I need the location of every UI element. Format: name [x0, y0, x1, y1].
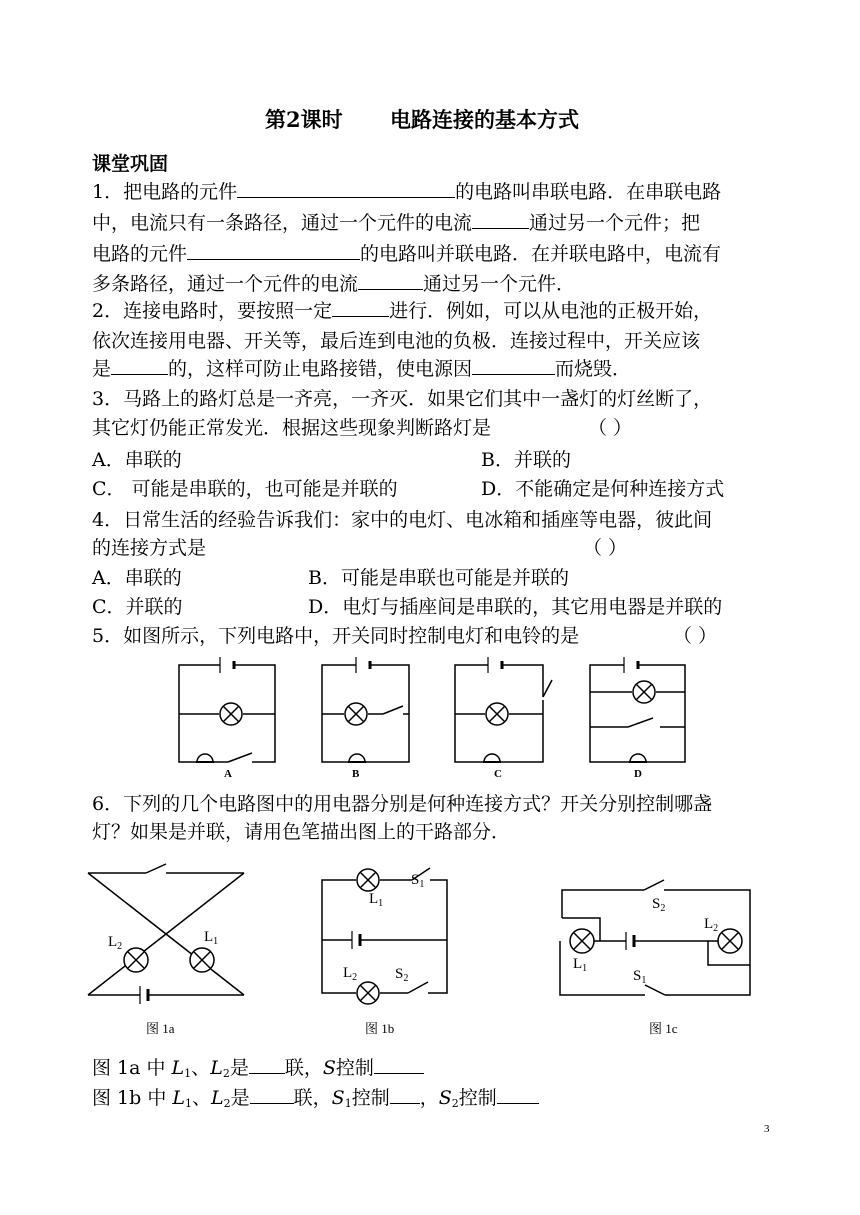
subscript: 2 [223, 1097, 231, 1110]
fig1b-s1: $S_1$ [411, 872, 425, 890]
q2-text: 进行．例如，可以从电池的正极开始， [389, 300, 713, 322]
q3-option-b[interactable]: B．并联的 [481, 449, 571, 471]
q2-text: 的，这样可防止电路接错，使电源因 [168, 358, 473, 380]
fill-blank-1b-s1[interactable] [390, 1085, 420, 1104]
q3-option-c[interactable]: C． 可能是串联的，也可能是并联的 [92, 478, 398, 500]
circuit-label-c: C [494, 768, 502, 780]
caption-fig-1a: 图 1a [146, 1021, 175, 1036]
q1-text: 通过另一个元件；把 [529, 212, 701, 234]
fill-blank-1a-type[interactable] [249, 1055, 285, 1074]
q1-text: 多条路径，通过一个元件的电流 [92, 273, 359, 295]
fill-blank-1b-s2[interactable] [497, 1085, 539, 1104]
subscript: 1 [344, 1097, 352, 1110]
fill-text: 联， [293, 1087, 332, 1109]
fig1c-s1: $S_1$ [633, 968, 647, 986]
q3-line1: 3．马路上的路灯总是一齐亮，一齐灭．如果它们其中一盏灯的灯丝断了， [92, 388, 713, 410]
fig1a-l2: $L_2$ [108, 934, 123, 952]
fill-line-1b [92, 1084, 539, 1112]
q4-line1: 4．日常生活的经验告诉我们：家中的电灯、电冰箱和插座等电器，彼此间 [92, 509, 713, 531]
symbol-l: L [210, 1057, 223, 1079]
figure-1b[interactable] [322, 868, 447, 1004]
q3-answer-paren[interactable]: （ ） [588, 417, 633, 439]
subscript: 1 [185, 1097, 192, 1110]
q4-option-d[interactable]: D．电灯与插座间是串联的，其它用电器是并联的 [308, 596, 723, 618]
fig1b-l2: $L_2$ [343, 965, 358, 983]
subscript: 2 [222, 1067, 230, 1080]
q4-option-b[interactable]: B．可能是串联也可能是并联的 [308, 567, 569, 589]
fill-text: 图 1b 中 [92, 1087, 173, 1109]
symbol-l: L [211, 1087, 224, 1109]
q3-option-d[interactable]: D．不能确定是何种连接方式 [481, 478, 725, 500]
q6-line1: 6．下列的几个电路图中的用电器分别是何种连接方式？开关分别控制哪盏 [92, 793, 713, 815]
lesson-number: 第2课时 [265, 107, 343, 132]
q5-answer-paren[interactable]: （ ） [673, 625, 718, 647]
fig1c-l2: $L_2$ [704, 916, 719, 934]
fill-text: 联， [284, 1057, 323, 1079]
q2-line2: 依次连接用电器、开关等，最后连到电池的负极．连接过程中，开关应该 [92, 330, 701, 352]
fig1b-s2: $S_2$ [395, 966, 409, 984]
q1-text: 电路的元件 [92, 243, 188, 265]
q2-text: 而烧毁． [555, 358, 632, 380]
fig1b-l1: $L_1$ [369, 891, 384, 909]
section-heading: 课堂巩固 [92, 153, 169, 175]
q1-text: 通过另一个元件． [423, 273, 576, 295]
fill-blank-1a-control[interactable] [374, 1055, 424, 1074]
subscript: 1 [184, 1067, 192, 1080]
symbol-l: L [172, 1087, 185, 1109]
q6-line2: 灯？如果是并联，请用色笔描出图上的干路部分． [92, 821, 511, 843]
q4-option-a[interactable]: A．串联的 [92, 567, 182, 589]
q3-option-a[interactable]: A．串联的 [92, 449, 182, 471]
q1-text: 中，电流只有一条路径，通过一个元件的电流 [92, 212, 473, 234]
caption-fig-1c: 图 1c [649, 1021, 678, 1036]
switch-icon [146, 864, 166, 873]
switch-s2-icon [644, 880, 664, 890]
fill-blank-1b-type[interactable] [250, 1085, 294, 1104]
q1-text: 的电路叫串联电路．在串联电路 [455, 181, 722, 203]
symbol-s: S [331, 1087, 345, 1109]
lesson-name: 电路连接的基本方式 [390, 107, 579, 132]
fill-text: 、 [192, 1087, 212, 1109]
fill-text: 控制 [335, 1057, 374, 1079]
fill-text: 、 [191, 1057, 211, 1079]
subscript: 2 [451, 1097, 459, 1110]
q5-line1: 5．如图所示，下列电路中，开关同时控制电灯和电铃的是 [92, 625, 580, 647]
fig1c-s2: $S_2$ [652, 896, 666, 914]
q4-option-c[interactable]: C．并联的 [92, 596, 183, 618]
circuit-label-d: D [634, 768, 642, 780]
symbol-l: L [171, 1057, 185, 1079]
fill-text: ， [419, 1087, 439, 1109]
q4-answer-paren[interactable]: （ ） [583, 537, 628, 559]
q1-text: 的电路叫并联电路．在并联电路中，电流有 [360, 243, 722, 265]
q4-line2: 的连接方式是 [92, 537, 207, 559]
fill-text: 控制 [458, 1087, 497, 1109]
q2-text: 是 [92, 358, 112, 380]
q3-line2: 其它灯仍能正常发光．根据这些现象判断路灯是 [92, 417, 492, 439]
fig1c-l1: $L_1$ [573, 956, 588, 974]
fill-line-1a [92, 1054, 424, 1082]
circuit-label-a: A [224, 768, 232, 780]
q2-text: 2．连接电路时，要按照一定 [92, 300, 333, 322]
fill-text: 图 1a 中 [92, 1057, 172, 1079]
symbol-s: S [438, 1087, 452, 1109]
switch-s1-icon [645, 985, 665, 995]
fill-text: 是 [230, 1087, 250, 1109]
page-number: 3 [764, 1123, 770, 1135]
symbol-s: S [322, 1057, 336, 1079]
fill-text: 控制 [351, 1087, 390, 1109]
circuit-label-b: B [352, 768, 360, 780]
q1-text: 1．把电路的元件 [92, 181, 238, 203]
caption-fig-1b: 图 1b [365, 1021, 395, 1036]
switch-s2-icon [408, 982, 428, 993]
fig1a-l1: $L_1$ [204, 929, 219, 947]
fill-text: 是 [229, 1057, 249, 1079]
